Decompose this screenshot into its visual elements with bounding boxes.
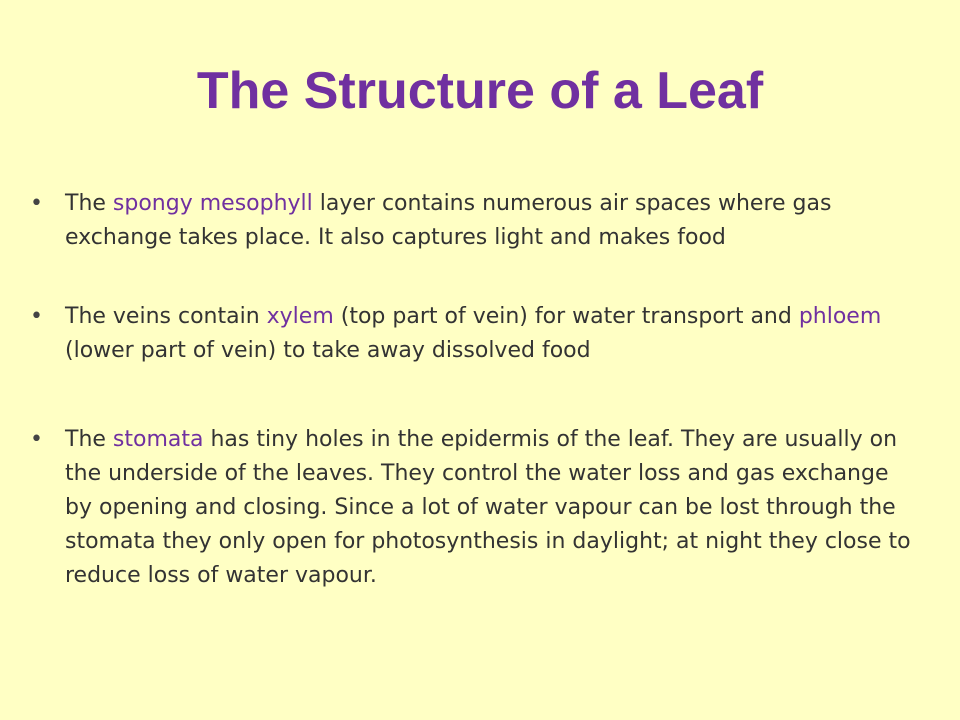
bullet-text	[65, 300, 920, 368]
bullet-text-pre: The	[65, 191, 113, 216]
bullet-text	[65, 187, 920, 255]
bullet-text-post: has tiny holes in the epidermis of the leaf. They are usually on the underside of the leaves. They control the water loss and gas exchange by opening and closing. Since a lot of water vapour can be lost through the stomata they only open for photosynthesis in daylight; at night they close to reduce loss of water vapour.	[65, 427, 911, 588]
bullet-stomata	[30, 423, 920, 593]
bullet-text-mid: (top part of vein) for water transport and	[333, 304, 799, 329]
bullet-spongy-mesophyll	[30, 187, 920, 255]
bullet-text	[65, 423, 920, 593]
bullet-text-post: (lower part of vein) to take away dissolved food	[65, 338, 591, 363]
term-phloem: phloem	[798, 304, 882, 329]
slide-title: The Structure of a Leaf	[196, 62, 764, 120]
term-xylem: xylem	[266, 304, 334, 329]
bullet-marker: •	[30, 427, 43, 452]
term-spongy-mesophyll: spongy mesophyll	[112, 191, 313, 216]
bullet-marker: •	[30, 191, 43, 216]
bullet-text-pre: The	[65, 427, 113, 452]
term-stomata: stomata	[112, 427, 204, 452]
bullet-marker: •	[30, 304, 43, 329]
bullet-veins	[30, 300, 920, 368]
bullet-text-post: layer contains numerous air spaces where gas exchange takes place. It also captures light and makes food	[65, 191, 832, 250]
bullet-text-pre: The veins contain	[65, 304, 267, 329]
